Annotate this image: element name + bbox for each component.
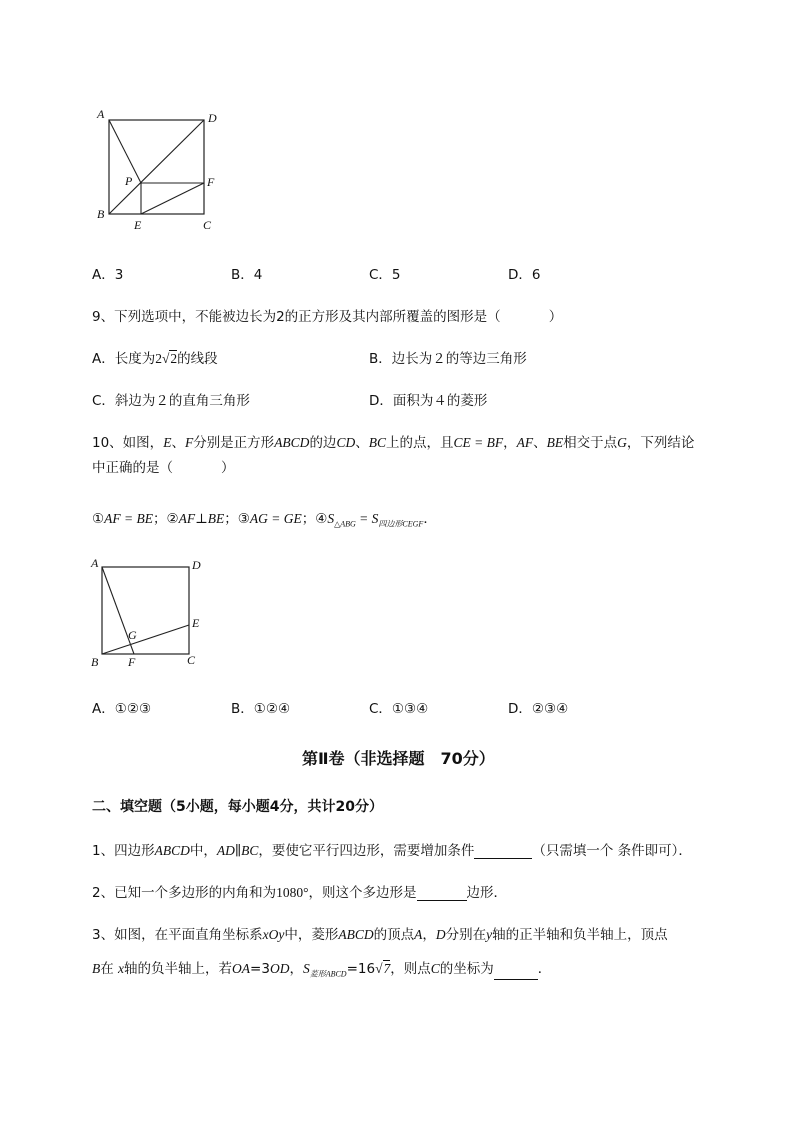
conclusion-2: AF⊥BE bbox=[178, 511, 225, 526]
q9-option-d: D．面积为４的菱形 bbox=[369, 393, 488, 409]
f2-text: ，则这个多边形是 bbox=[308, 885, 417, 901]
q9-option-a-prefix: A．长度为 bbox=[92, 351, 156, 367]
f3-subscript: 菱形ABCD bbox=[309, 969, 347, 979]
f3-text: 轴的正半轴和负半轴上，顶点 bbox=[492, 927, 668, 943]
q10-text: 中正确的是（ bbox=[92, 460, 173, 476]
conclusion-1: AF = BE bbox=[104, 511, 153, 526]
q9-stem-text: 9、下列选项中，不能被边长为2的正方形及其内部所覆盖的图形是（ bbox=[92, 309, 501, 325]
q8-option-c: C．5 bbox=[369, 267, 401, 283]
q10-text: 上的点，且 bbox=[385, 435, 454, 451]
q10-option-d: D．②③④ bbox=[508, 701, 569, 717]
f3-text: 分别在 bbox=[445, 927, 487, 943]
q10-var: CD bbox=[336, 435, 356, 450]
q10-equation: CE = BF bbox=[453, 435, 504, 450]
f3-radicand: 7 bbox=[383, 961, 391, 976]
label-b: B bbox=[97, 207, 105, 221]
q10-text: ，下列结论 bbox=[626, 435, 695, 451]
f3-text: ，则点 bbox=[390, 961, 431, 977]
f3-var: S bbox=[302, 961, 310, 976]
f1-var: ABCD bbox=[154, 843, 190, 858]
f3-text: ． bbox=[537, 961, 552, 977]
conclusion-4-eq: = S bbox=[355, 511, 379, 526]
f3-text: ， bbox=[422, 927, 436, 943]
conclusion-mark: ① bbox=[92, 511, 105, 527]
f1-text: 1、四边形 bbox=[92, 843, 155, 859]
conclusion-mark: ；② bbox=[152, 511, 179, 527]
figure-square-abcd bbox=[88, 555, 213, 670]
q10-var: G bbox=[617, 435, 627, 450]
q10-text: 的边 bbox=[309, 435, 337, 451]
conclusion-mark: ；③ bbox=[224, 511, 250, 527]
q10-var: BC bbox=[368, 435, 386, 450]
label-f: F bbox=[207, 175, 215, 189]
conclusion-end: ． bbox=[423, 511, 437, 527]
f3-var: xOy bbox=[262, 927, 285, 942]
f2-text: 边形． bbox=[466, 885, 507, 901]
q10-text: ） bbox=[221, 460, 235, 476]
q8-option-b: B．4 bbox=[231, 267, 263, 283]
q10-option-b: B．①②④ bbox=[231, 701, 291, 717]
label-g: G bbox=[128, 628, 137, 642]
q9-option-a-coef: 2 bbox=[155, 351, 162, 366]
f3-text: 轴的负半轴上，若 bbox=[124, 961, 233, 977]
q10-text: 、 bbox=[533, 435, 547, 451]
fill-question-3-line2 bbox=[92, 957, 551, 980]
conclusion-3: AG = GE bbox=[249, 511, 302, 526]
f3-var: OD bbox=[269, 961, 290, 976]
f3-text: 的顶点 bbox=[373, 927, 415, 943]
label-e: E bbox=[192, 616, 200, 630]
fill-question-3 bbox=[92, 923, 668, 943]
label-p: P bbox=[125, 174, 133, 188]
label-d: D bbox=[208, 111, 217, 125]
f1-text: ，要使它平行四边形，需要增加条件 bbox=[258, 843, 475, 859]
f3-var: x bbox=[118, 961, 125, 976]
q10-text: 10、如图， bbox=[92, 435, 164, 451]
f3-var: A bbox=[414, 927, 423, 942]
answer-blank bbox=[417, 886, 467, 901]
fill-question-1 bbox=[92, 839, 692, 859]
label-a: A bbox=[97, 107, 105, 121]
label-b: B bbox=[91, 655, 99, 669]
q10-stem bbox=[92, 431, 694, 451]
q8-option-d: D．6 bbox=[508, 267, 541, 283]
label-c: C bbox=[187, 653, 196, 667]
answer-blank bbox=[494, 965, 538, 980]
f3-var: C bbox=[430, 961, 440, 976]
f3-text: 3、如图，在平面直角坐标系 bbox=[92, 927, 263, 943]
f3-text: 的坐标为 bbox=[439, 961, 494, 977]
label-c: C bbox=[203, 218, 212, 232]
q10-text: 相交于点 bbox=[563, 435, 618, 451]
q10-var: E bbox=[163, 435, 172, 450]
q10-stem-line2 bbox=[92, 456, 235, 476]
figure-square-apef bbox=[92, 104, 227, 234]
f1-text: 中， bbox=[189, 843, 217, 859]
f3-text: 在 bbox=[100, 961, 119, 977]
q10-text: 分别是正方形 bbox=[193, 435, 275, 451]
conclusion-4-s: S bbox=[327, 511, 335, 526]
sqrt-sign: √ bbox=[375, 961, 383, 976]
f3-var: B bbox=[92, 961, 101, 976]
q10-text: ， bbox=[503, 435, 517, 451]
f3-var: OA bbox=[232, 961, 251, 976]
q9-stem-close: ） bbox=[548, 309, 563, 325]
section-fill-in-title: 二、填空题（5小题，每小题4分，共计20分） bbox=[92, 799, 383, 815]
q9-option-a-suffix: 的线段 bbox=[177, 351, 218, 367]
label-f: F bbox=[128, 655, 136, 669]
label-d: D bbox=[192, 558, 201, 572]
conclusion-4-sub2: 四边形CEGF bbox=[378, 519, 424, 529]
q10-conclusions bbox=[92, 507, 437, 530]
f3-var: ABCD bbox=[338, 927, 374, 942]
f3-text: ， bbox=[289, 961, 303, 977]
q10-option-c: C．①③④ bbox=[369, 701, 429, 717]
sqrt-sign: √ bbox=[162, 351, 170, 366]
q10-var: ABCD bbox=[274, 435, 310, 450]
q9-option-a bbox=[92, 347, 218, 367]
q10-var: F bbox=[184, 435, 194, 450]
part-two-title: 第Ⅱ卷（非选择题 70分） bbox=[302, 749, 495, 768]
q10-var: BE bbox=[546, 435, 564, 450]
f3-var: D bbox=[435, 927, 446, 942]
f3-var: y bbox=[486, 927, 493, 942]
f1-text: （只需填一个 条件即可）． bbox=[532, 843, 692, 859]
conclusion-mark: ；④ bbox=[301, 511, 328, 527]
q9-option-b: B．边长为２的等边三角形 bbox=[369, 351, 527, 367]
q9-stem bbox=[92, 305, 562, 325]
f1-var: AD∥BC bbox=[216, 843, 259, 858]
conclusion-4-sub1: △ABG bbox=[334, 519, 356, 529]
q10-text: 、 bbox=[171, 435, 185, 451]
label-e: E bbox=[134, 218, 142, 232]
f2-value: 1080° bbox=[276, 885, 309, 900]
q9-option-c: C．斜边为２的直角三角形 bbox=[92, 393, 250, 409]
q9-option-a-radicand: 2 bbox=[170, 351, 178, 366]
f3-text: 中，菱形 bbox=[284, 927, 339, 943]
q10-var: AF bbox=[516, 435, 534, 450]
q10-text: 、 bbox=[355, 435, 369, 451]
answer-blank bbox=[474, 844, 532, 859]
q8-option-a: A．3 bbox=[92, 267, 124, 283]
fill-question-2 bbox=[92, 881, 507, 901]
f2-text: 2、已知一个多边形的内角和为 bbox=[92, 885, 277, 901]
label-a: A bbox=[91, 556, 99, 570]
f3-text: =3 bbox=[250, 961, 270, 977]
f3-text: =16 bbox=[346, 961, 376, 977]
q10-option-a: A．①②③ bbox=[92, 701, 152, 717]
